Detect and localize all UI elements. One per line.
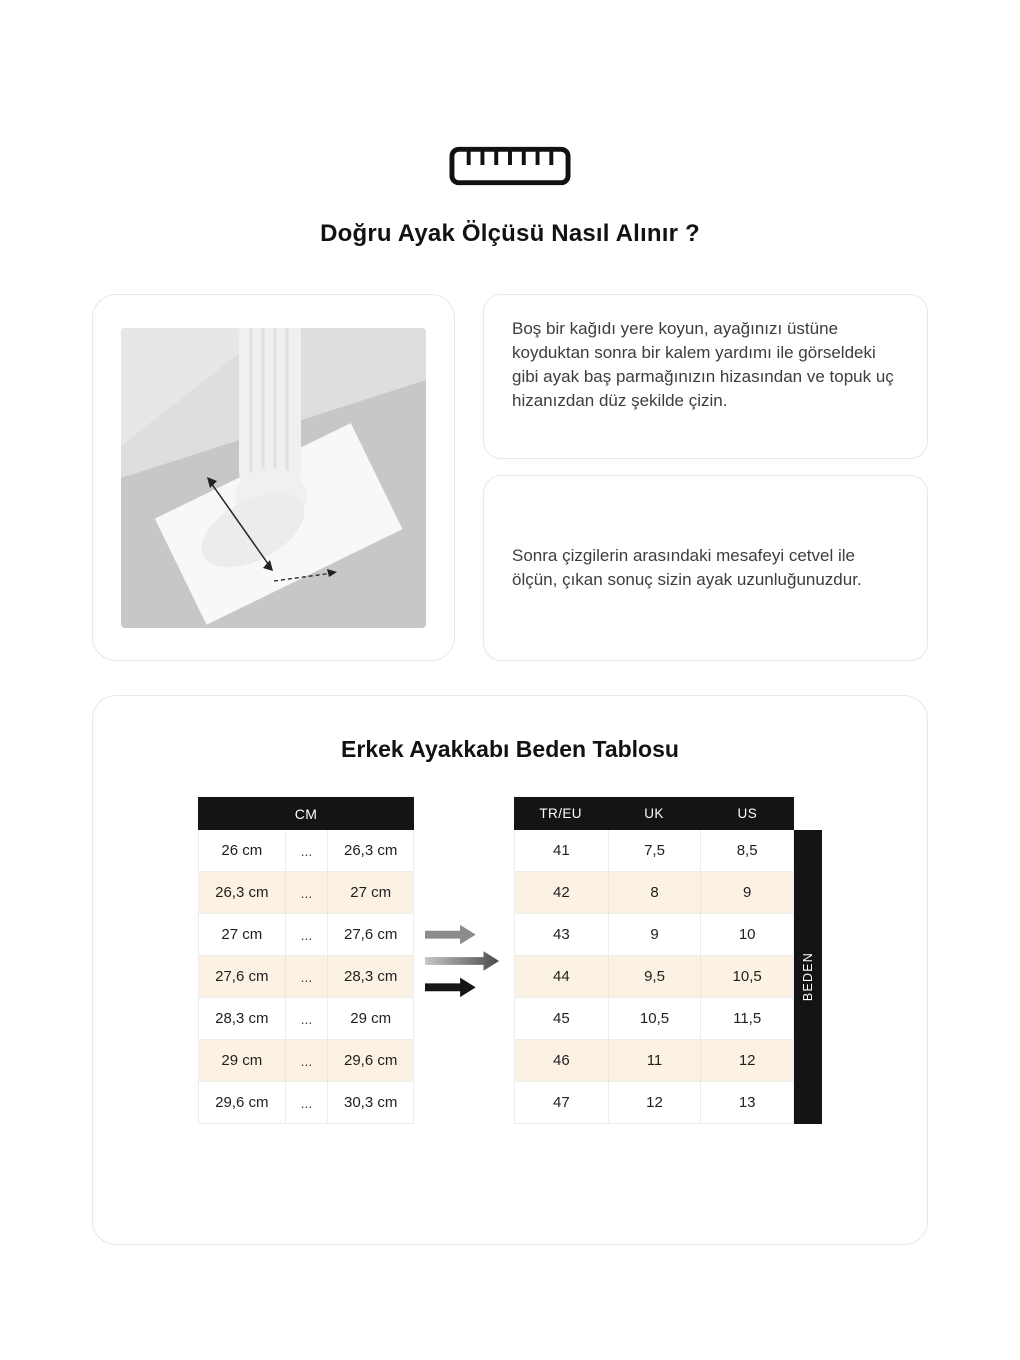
size-table-row bbox=[514, 830, 794, 872]
us-value: 12 bbox=[700, 1040, 793, 1081]
beden-label-bar bbox=[794, 830, 822, 1124]
cm-max-value: 28,3 cm bbox=[327, 956, 413, 997]
foot-measurement-photo bbox=[121, 328, 426, 628]
conversion-arrows-icon bbox=[425, 924, 503, 998]
us-value: 13 bbox=[700, 1082, 793, 1123]
uk-value: 8 bbox=[608, 872, 701, 913]
range-dots: ... bbox=[285, 1082, 328, 1123]
cm-table-row bbox=[198, 914, 414, 956]
cm-table bbox=[198, 797, 414, 1124]
uk-value: 7,5 bbox=[608, 830, 701, 871]
instruction-step-1 bbox=[483, 294, 928, 459]
size-table-title: Erkek Ayakkabı Beden Tablosu bbox=[341, 736, 679, 762]
page-title: Doğru Ayak Ölçüsü Nasıl Alınır ? bbox=[320, 220, 700, 247]
cm-max-value: 26,3 cm bbox=[327, 830, 413, 871]
cm-table-row bbox=[198, 872, 414, 914]
range-dots: ... bbox=[285, 914, 328, 955]
range-dots: ... bbox=[285, 830, 328, 871]
size-table-row bbox=[514, 872, 794, 914]
cm-min-value: 27 cm bbox=[221, 926, 263, 943]
size-table-card bbox=[92, 695, 928, 1245]
international-size-header bbox=[514, 797, 794, 830]
cm-table-row bbox=[198, 956, 414, 998]
size-table-row bbox=[514, 914, 794, 956]
ruler-icon bbox=[449, 146, 571, 186]
uk-value: 11 bbox=[608, 1040, 701, 1081]
cm-table-row bbox=[198, 1082, 414, 1124]
cm-min-value: 28,3 cm bbox=[215, 1010, 269, 1027]
tr-eu-value: 42 bbox=[552, 884, 570, 901]
uk-value: 12 bbox=[608, 1082, 701, 1123]
cm-max-value: 29,6 cm bbox=[327, 1040, 413, 1081]
instruction-step-1-text: Boş bir kağıdı yere koyun, ayağınızı üstüne koyduktan sonra bir kalem yardımı ile görseldeki gibi ayak baş parmağınızın hizasından ve topuk uç hizanızdan düz şekilde çizin. bbox=[512, 319, 894, 411]
size-table-row bbox=[514, 998, 794, 1040]
how-to-section bbox=[0, 294, 1020, 661]
cm-max-value: 27,6 cm bbox=[327, 914, 413, 955]
size-table-row bbox=[514, 1082, 794, 1124]
size-tables-row bbox=[93, 797, 927, 1124]
cm-min-value: 27,6 cm bbox=[215, 968, 269, 985]
us-value: 9 bbox=[700, 872, 793, 913]
us-value: 8,5 bbox=[700, 830, 793, 871]
us-value: 10,5 bbox=[700, 956, 793, 997]
international-size-wrap bbox=[514, 797, 822, 1124]
cm-max-value: 30,3 cm bbox=[327, 1082, 413, 1123]
cm-min-value: 26 cm bbox=[221, 842, 263, 859]
header-us: US bbox=[737, 806, 758, 821]
conversion-arrows-wrap bbox=[414, 924, 514, 998]
cm-table-row bbox=[198, 998, 414, 1040]
cm-min-value: 29 cm bbox=[221, 1052, 263, 1069]
size-table-row bbox=[514, 1040, 794, 1082]
cm-table-row bbox=[198, 830, 414, 872]
uk-value: 9 bbox=[608, 914, 701, 955]
tr-eu-value: 44 bbox=[552, 968, 570, 985]
tr-eu-value: 46 bbox=[552, 1052, 570, 1069]
header-uk: UK bbox=[644, 806, 664, 821]
range-dots: ... bbox=[285, 872, 328, 913]
us-value: 11,5 bbox=[700, 998, 793, 1039]
range-dots: ... bbox=[285, 956, 328, 997]
instruction-steps bbox=[483, 294, 928, 661]
uk-value: 10,5 bbox=[608, 998, 701, 1039]
foot-measure-photo-card bbox=[92, 294, 455, 661]
tr-eu-value: 45 bbox=[552, 1010, 570, 1027]
cm-min-value: 29,6 cm bbox=[215, 1094, 269, 1111]
cm-min-value: 26,3 cm bbox=[215, 884, 269, 901]
us-value: 10 bbox=[700, 914, 793, 955]
international-size-table bbox=[514, 797, 794, 1124]
ruler-icon-wrap bbox=[0, 0, 1020, 186]
cm-table-header: CM bbox=[198, 797, 414, 830]
instruction-step-2 bbox=[483, 475, 928, 661]
instruction-step-2-text: Sonra çizgilerin arasındaki mesafeyi cetvel ile ölçün, çıkan sonuç sizin ayak uzunluğunuzdur. bbox=[512, 545, 862, 589]
tr-eu-value: 43 bbox=[552, 926, 570, 943]
range-dots: ... bbox=[285, 998, 328, 1039]
size-table-row bbox=[514, 956, 794, 998]
uk-value: 9,5 bbox=[608, 956, 701, 997]
tr-eu-value: 41 bbox=[552, 842, 570, 859]
beden-label: BEDEN bbox=[801, 952, 815, 1002]
cm-max-value: 27 cm bbox=[327, 872, 413, 913]
cm-table-row bbox=[198, 1040, 414, 1082]
tr-eu-value: 47 bbox=[552, 1094, 570, 1111]
range-dots: ... bbox=[285, 1040, 328, 1081]
header-tr-eu: TR/EU bbox=[539, 806, 582, 821]
cm-max-value: 29 cm bbox=[327, 998, 413, 1039]
